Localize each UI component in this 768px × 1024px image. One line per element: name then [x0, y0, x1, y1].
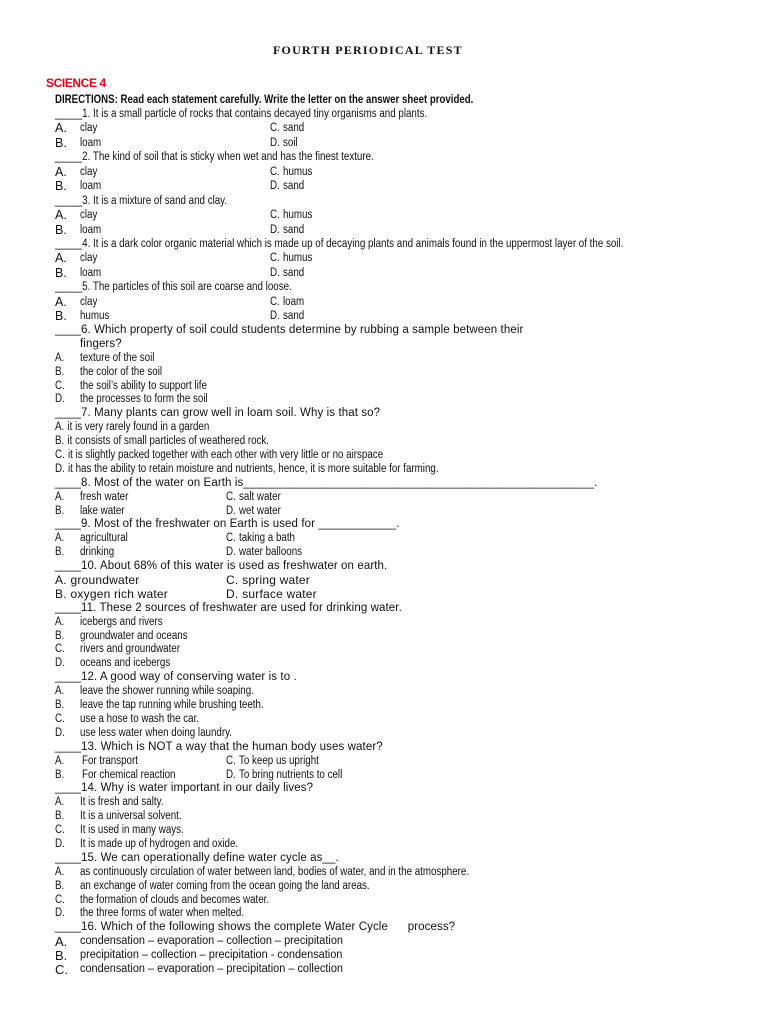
question-6-option-a-text: texture of the soil — [80, 351, 155, 364]
option-text: sand — [283, 266, 305, 279]
option-letter: A. — [55, 421, 65, 434]
question-14-option-a-letter: A. — [55, 796, 65, 809]
question-4-option-d — [270, 266, 304, 280]
question-7-option-d — [55, 463, 439, 477]
question-row — [0, 741, 768, 755]
option-row — [0, 630, 768, 644]
question-15-option-a-text: as continuously circulation of water between land, bodies of water, and in the atmosphere. — [80, 865, 470, 878]
option-letter: C. — [226, 754, 236, 767]
question-9-option-c — [226, 532, 295, 546]
question-row — [0, 671, 768, 685]
question-7-stem: ____7. Many plants can grow well in loam soil. Why is that so? — [55, 407, 381, 420]
question-row — [0, 518, 768, 532]
question-6-option-b-letter: B. — [55, 365, 65, 378]
question-1-option-c — [270, 121, 304, 135]
option-row — [0, 532, 768, 546]
option-text: sand — [283, 310, 305, 323]
option-letter: C. — [270, 252, 280, 265]
question-row — [0, 852, 768, 866]
option-letter: B. — [55, 586, 67, 601]
question-13-option-c — [226, 755, 319, 769]
question-2-option-b-text: loam — [80, 180, 102, 193]
question-row — [0, 782, 768, 796]
question-row — [0, 107, 768, 121]
question-16-option-c-text: condensation – evaporation – precipitation – collection — [80, 962, 343, 975]
question-12-option-d-letter: D. — [55, 726, 65, 739]
question-3-stem: _____3. It is a mixture of sand and clay. — [55, 194, 228, 207]
question-11-option-c-letter: C. — [55, 643, 65, 656]
question-row — [0, 194, 768, 208]
option-letter: D. — [270, 310, 280, 323]
question-3-option-a-text: clay — [80, 209, 98, 222]
option-row — [0, 796, 768, 810]
question-4-option-b-letter: B. — [55, 265, 67, 280]
question-10-stem: ____10. About 68% of this water is used as freshwater on earth. — [55, 560, 388, 573]
option-text: taking a bath — [239, 532, 295, 545]
question-13-option-b-letter: B. — [55, 768, 65, 781]
option-row — [0, 880, 768, 894]
option-row — [0, 588, 768, 602]
question-8-option-b-letter: B. — [55, 504, 65, 517]
option-letter: D. — [270, 266, 280, 279]
question-13-option-a-text: For transport — [82, 754, 138, 767]
question-2-option-a-text: clay — [80, 165, 98, 178]
question-13-stem: ____13. Which is NOT a way that the human body uses water? — [55, 740, 383, 753]
question-9-option-a-text: agricultural — [80, 532, 128, 545]
question-5-option-b-text: humus — [80, 310, 110, 323]
option-text: surface water — [242, 586, 317, 601]
question-1-option-b-letter: B. — [55, 135, 67, 150]
question-7-option-b — [55, 435, 269, 449]
question-14-option-b-letter: B. — [55, 810, 65, 823]
option-letter: D. — [55, 462, 65, 475]
option-text: oxygen rich water — [70, 586, 168, 601]
option-text: To keep us upright — [239, 754, 319, 767]
question-11-stem: ____11. These 2 sources of freshwater are used for drinking water. — [55, 601, 402, 614]
question-4-stem: _____4. It is a dark color organic material which is made up of decaying plants and animals found in the uppermost layer of the soil. — [55, 238, 624, 251]
option-row — [0, 208, 768, 222]
question-12-option-a-text: leave the shower running while soaping. — [80, 685, 254, 698]
option-row — [0, 380, 768, 394]
option-text: water balloons — [239, 546, 303, 559]
option-row — [0, 309, 768, 323]
option-letter: C. — [226, 490, 236, 503]
question-15-option-b-text: an exchange of water coming from the ocean going the land areas. — [80, 879, 370, 892]
option-letter: C. — [270, 295, 280, 308]
option-row — [0, 727, 768, 741]
option-row — [0, 546, 768, 560]
option-text: it is slightly packed together with each other with very little or no airspace — [68, 449, 384, 462]
option-text: it has the ability to retain moisture and nutrients, hence, it is more suitable for farming. — [68, 462, 439, 475]
question-3-option-b-text: loam — [80, 223, 102, 236]
question-row — [0, 338, 768, 352]
question-3-option-d — [270, 223, 304, 237]
question-10-option-d — [226, 588, 317, 602]
question-2-option-c — [270, 165, 312, 179]
option-row — [0, 435, 768, 449]
question-9-option-a-letter: A. — [55, 532, 65, 545]
question-15-option-d-text: the three forms of water when melted. — [80, 907, 245, 920]
option-row — [0, 352, 768, 366]
question-15-option-c-letter: C. — [55, 893, 65, 906]
option-text: soil — [283, 136, 298, 149]
option-row — [0, 136, 768, 150]
question-4-option-b-text: loam — [80, 266, 102, 279]
option-row — [0, 295, 768, 309]
option-row — [0, 121, 768, 135]
option-letter: C. — [270, 122, 280, 135]
question-1-option-b-text: loam — [80, 136, 102, 149]
question-1-stem: _____1. It is a small particle of rocks that contains decayed tiny organisms and plants. — [55, 107, 428, 120]
question-row — [0, 921, 768, 935]
question-3-option-c — [270, 208, 312, 222]
question-2-stem: _____2. The kind of soil that is sticky when wet and has the finest texture. — [55, 151, 374, 164]
option-row — [0, 657, 768, 671]
question-row — [0, 602, 768, 616]
question-4-option-c — [270, 251, 312, 265]
option-row — [0, 266, 768, 280]
question-5-option-a-letter: A. — [55, 294, 67, 309]
question-15-option-a-letter: A. — [55, 865, 65, 878]
question-6-option-b-text: the color of the soil — [80, 365, 163, 378]
option-letter: C. — [55, 449, 65, 462]
option-row — [0, 463, 768, 477]
question-8-option-a-text: fresh water — [80, 490, 129, 503]
option-text: groundwater — [70, 573, 140, 588]
option-letter: D. — [226, 586, 239, 601]
question-5-option-a-text: clay — [80, 295, 98, 308]
option-row — [0, 907, 768, 921]
question-11-option-d-text: oceans and icebergs — [80, 657, 171, 670]
option-row — [0, 491, 768, 505]
option-row — [0, 949, 768, 963]
question-4-option-a-letter: A. — [55, 251, 67, 266]
option-row — [0, 963, 768, 977]
question-11-option-a-text: icebergs and rivers — [80, 615, 163, 628]
question-6-option-c-letter: C. — [55, 379, 65, 392]
question-14-option-c-text: It is used in many ways. — [80, 824, 184, 837]
question-9-stem: ____9. Most of the freshwater on Earth is used for ____________. — [55, 518, 400, 531]
option-row — [0, 824, 768, 838]
option-row — [0, 223, 768, 237]
option-row — [0, 366, 768, 380]
question-8-option-d — [226, 505, 281, 519]
question-15-option-b-letter: B. — [55, 879, 65, 892]
question-16-option-a-letter: A. — [55, 934, 68, 950]
question-13-option-d — [226, 769, 342, 783]
question-6-option-c-text: the soil’s ability to support life — [80, 379, 207, 392]
question-5-option-d — [270, 309, 304, 323]
option-row — [0, 894, 768, 908]
question-12-option-b-text: leave the tap running while brushing teeth. — [80, 699, 264, 712]
question-6-stem: ____6. Which property of soil could students determine by rubbing a sample between their — [55, 324, 524, 336]
question-5-option-c — [270, 295, 304, 309]
question-12-option-d-text: use less water when doing laundry. — [80, 726, 232, 739]
option-row — [0, 810, 768, 824]
option-text: sand — [283, 122, 305, 135]
option-row — [0, 165, 768, 179]
question-2-option-d — [270, 179, 304, 193]
question-11-option-b-letter: B. — [55, 629, 65, 642]
question-7-option-a — [55, 421, 209, 435]
question-16-option-b-letter: B. — [55, 948, 68, 964]
questions-1-to-5 — [0, 107, 768, 324]
question-12-stem: ____12. A good way of conserving water is to . — [55, 671, 297, 684]
question-row — [0, 280, 768, 294]
option-letter: C. — [270, 165, 280, 178]
question-15-option-d-letter: D. — [55, 907, 65, 920]
question-1-option-d — [270, 136, 298, 150]
option-letter: D. — [270, 223, 280, 236]
option-letter: D. — [270, 180, 280, 193]
question-6-option-d-text: the processes to form the soil — [80, 393, 208, 406]
question-16-option-c-letter: C. — [55, 961, 68, 977]
option-letter: D. — [226, 546, 236, 559]
question-15-option-c-text: the formation of clouds and becomes water. — [80, 893, 270, 906]
option-row — [0, 251, 768, 265]
option-row — [0, 935, 768, 949]
option-text: humus — [283, 252, 313, 265]
question-5-option-b-letter: B. — [55, 309, 67, 324]
question-row — [0, 560, 768, 574]
option-letter: C. — [226, 532, 236, 545]
option-row — [0, 866, 768, 880]
question-11-option-d-letter: D. — [55, 657, 65, 670]
option-letter: B. — [55, 435, 65, 448]
option-text: loam — [283, 295, 305, 308]
option-letter: C. — [270, 209, 280, 222]
option-row — [0, 616, 768, 630]
question-9-option-d — [226, 546, 302, 560]
question-4-option-a-text: clay — [80, 252, 98, 265]
question-6-stem-continued: fingers? — [80, 337, 122, 350]
option-letter: A. — [55, 573, 67, 588]
question-10-option-b — [55, 588, 168, 602]
question-12-option-c-text: use a hose to wash the car. — [80, 712, 200, 725]
option-row — [0, 699, 768, 713]
option-text: it is very rarely found in a garden — [67, 421, 210, 434]
question-row — [0, 477, 768, 491]
option-row — [0, 755, 768, 769]
subject-label: SCIENCE 4 — [46, 76, 106, 90]
question-5-stem: _____5. The particles of this soil are coarse and loose. — [55, 281, 292, 294]
question-14-option-c-letter: C. — [55, 824, 65, 837]
option-row — [0, 713, 768, 727]
question-2-option-b-letter: B. — [55, 179, 67, 194]
option-text: humus — [283, 209, 313, 222]
question-14-option-b-text: It is a universal solvent. — [80, 810, 182, 823]
question-14-option-d-text: It is made up of hydrogen and oxide. — [80, 837, 239, 850]
question-13-option-a-letter: A. — [55, 754, 65, 767]
question-3-option-a-letter: A. — [55, 208, 67, 223]
question-10-option-a — [55, 574, 139, 588]
option-text: To bring nutrients to cell — [239, 768, 343, 781]
question-2-option-a-letter: A. — [55, 164, 67, 179]
question-6-option-a-letter: A. — [55, 351, 65, 364]
question-row — [0, 407, 768, 421]
option-letter: C. — [226, 573, 239, 588]
question-12-option-b-letter: B. — [55, 699, 65, 712]
option-row — [0, 421, 768, 435]
question-9-option-b-letter: B. — [55, 546, 65, 559]
question-row — [0, 237, 768, 251]
question-14-stem: ____14. Why is water important in our daily lives? — [55, 782, 314, 795]
question-7-option-c — [55, 449, 383, 463]
question-14-option-d-letter: D. — [55, 837, 65, 850]
question-16-option-b-text: precipitation – collection – precipitation - condensation — [80, 949, 343, 962]
question-13-option-b-text: For chemical reaction — [82, 768, 176, 781]
question-11-option-c-text: rivers and groundwater — [80, 643, 180, 656]
option-letter: D. — [226, 504, 236, 517]
option-row — [0, 393, 768, 407]
question-11-option-b-text: groundwater and oceans — [80, 629, 188, 642]
option-text: humus — [283, 165, 313, 178]
option-row — [0, 769, 768, 783]
question-12-option-a-letter: A. — [55, 685, 65, 698]
option-row — [0, 574, 768, 588]
option-letter: D. — [226, 768, 236, 781]
question-row — [0, 150, 768, 164]
question-8-stem: ____8. Most of the water on Earth is______________________________________________________. — [55, 476, 598, 489]
question-10-option-c — [226, 574, 310, 588]
question-1-option-a-letter: A. — [55, 121, 67, 136]
option-row — [0, 643, 768, 657]
option-text: it consists of small particles of weathered rock. — [67, 435, 270, 448]
question-6-option-d-letter: D. — [55, 393, 65, 406]
question-3-option-b-letter: B. — [55, 222, 67, 237]
question-8-option-c — [226, 491, 281, 505]
question-11-option-a-letter: A. — [55, 615, 65, 628]
questions-6-to-16 — [0, 324, 768, 977]
question-8-option-a-letter: A. — [55, 490, 65, 503]
question-8-option-b-text: lake water — [80, 504, 125, 517]
directions-text: DIRECTIONS: Read each statement carefully. Write the letter on the answer sheet provided. — [55, 94, 474, 106]
option-text: wet water — [239, 504, 281, 517]
question-row — [0, 324, 768, 338]
question-14-option-a-text: It is fresh and salty. — [80, 796, 164, 809]
question-15-stem: ____15. We can operationally define water cycle as__. — [55, 851, 339, 864]
option-row — [0, 685, 768, 699]
option-text: sand — [283, 180, 305, 193]
question-16-stem: ____16. Which of the following shows the complete Water Cycle process? — [55, 921, 456, 934]
page-title: FOURTH PERIODICAL TEST — [273, 43, 463, 57]
option-row — [0, 179, 768, 193]
option-text: spring water — [242, 573, 310, 588]
option-row — [0, 449, 768, 463]
question-12-option-c-letter: C. — [55, 712, 65, 725]
option-text: salt water — [239, 490, 281, 503]
question-9-option-b-text: drinking — [80, 546, 115, 559]
question-1-option-a-text: clay — [80, 122, 98, 135]
option-letter: D. — [270, 136, 280, 149]
option-row — [0, 505, 768, 519]
option-text: sand — [283, 223, 305, 236]
question-16-option-a-text: condensation – evaporation – collection – precipitation — [80, 935, 343, 948]
option-row — [0, 838, 768, 852]
